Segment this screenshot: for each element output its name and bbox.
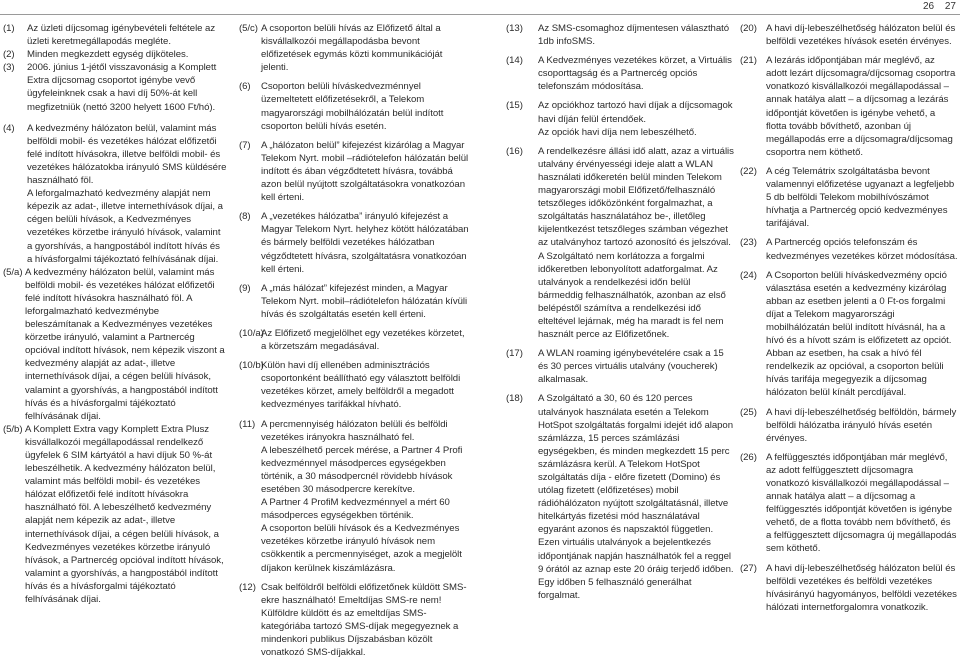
footnote-text: Az Előfizető megjelölhet egy vezetékes körzetet, a körzetszám megadásával.	[261, 327, 465, 353]
footnote-text: A csoporton belüli hívás az Előfizető által a kisvállalkozói megállapodásba bevont előfizetések egymás közti kommunikációját jelenti.	[261, 23, 443, 74]
footnote-25	[740, 406, 958, 445]
footnote-column-3	[506, 22, 734, 602]
footnote-number: (14)	[506, 55, 523, 67]
footnote-text: A kedvezmény hálózaton belül, valamint más belföldi mobil- és vezetékes hálózat előfizetői felé indított hívásokra, illetve belföldi mobil- és vezetékes hálózatokba irányuló SMS küldésére használható föl.	[27, 122, 227, 187]
footnote-number: (4)	[3, 122, 15, 134]
footnote-9	[239, 282, 469, 321]
footnote-15	[506, 99, 734, 138]
footnote-number: (21)	[740, 55, 757, 67]
footnote-4	[3, 122, 227, 266]
page-header	[0, 0, 960, 16]
footnote-text: Csoporton belüli híváskedvezménnyel üzemeltetett előfizetésekről, a Telekom magyarországi mobilhálózatán belül indított csoporton belüli hívás esetén.	[261, 81, 444, 132]
footnote-5a	[3, 266, 227, 423]
footnote-number: (7)	[239, 139, 251, 151]
footnote-text: Minden megkezdett egység díjköteles.	[27, 49, 189, 61]
footnote-text: A leforgalmazható kedvezmény alapját nem képezik az adat-, illetve internethívások díjai, a cégen belüli hívások, a Kedvezményes vezetékes körzetbe irányuló hívások, valamint a gyorshívás, a hangpostából indított hívás és a hívásforgalmi tájékoztató felhívásának díjai.	[27, 188, 223, 265]
footnote-3	[3, 61, 227, 113]
footnote-number: (10/a)	[239, 327, 264, 339]
footnote-24	[740, 269, 958, 400]
footnote-number: (3)	[3, 62, 15, 74]
footnote-14	[506, 54, 734, 93]
footnote-text: Az opciókhoz tartozó havi díjak a díjcsomagok havi díján felül értendőek.	[538, 100, 733, 125]
footnote-text: A rendelkezésre állási idő alatt, azaz a virtuális utalvány érvényességi ideje alatt a WLAN használati időkeretén belül minden Telekom magyarországi mobil Előfizető/felhasználó tetszőleges időközönként forgalmazhat, a szolgáltatás használatához be-, illetőleg kijelentkezést tetszőleges számban végezhet az utalványhoz tartozó azonosító és jelszóval. A Szolgáltató nem korlátozza a forgalmi időkeretben lebonyolított adatforgalmat. Az utalványok a rendelkezési időn belül bármeddig felhasználhatók, azonban az első belépéstől számítva a rendelkezési idő elteltével lejárnak, még ha maradt is fel nem használt perce az Előfizetőnek.	[538, 145, 734, 341]
footnote-number: (23)	[740, 237, 757, 249]
footnote-text: A Partner 4 ProfiM kedvezménnyel a mért 60 másodperces egységekben történik.	[261, 497, 450, 522]
footnote-text: Ezen virtuális utalványok a bejelentkezés időpontjának napján használhatók fel a reggel 9 órától az aznap este 20 óráig terjedő időben. Egy időben 5 felhasználó generálhat forgalmat.	[538, 537, 734, 601]
footnote-text: Külön havi díj ellenében adminisztrációs csoportonként beállítható egy választott belföldi vezetékes körzet, amely belföldről a megadott kedvezményes tarifákkal hívható.	[261, 360, 461, 411]
footnote-text: A csoporton belüli hívások és a Kedvezményes vezetékes körzetbe irányuló hívások nem csökkentik a percmennyiséget, azok a megjelölt díjakon kerülnek kiszámlázásra.	[261, 523, 462, 574]
page-number-right: 27	[944, 1, 956, 12]
footnote-10b	[239, 359, 469, 411]
footnote-text: A havi díj-lebeszélhetőség belföldön, bármely belföldi hálózatba irányuló hívás esetén érvényes.	[766, 406, 957, 444]
footnote-text: A kedvezmény hálózaton belül, valamint más belföldi mobil- és vezetékes hálózat előfizetői felé indított hívásokra használható föl. A leforgalmazható kedvezménybe beleszámítanak a Kedvezményes vezetékes körzetbe irányuló, valamint a Partnercég opcióval indított hívások, nem képezik viszont a kedvezmény alapját az adat-, illetve internethívások díjai, a cégen belüli hívások, valamint a gyorshívás, a hangpostából indított hívás és a hívásforgalmi tájékoztató felhívásának díjai.	[25, 266, 225, 422]
footnote-number: (25)	[740, 406, 757, 418]
footnote-27	[740, 562, 958, 614]
footnote-23	[740, 236, 958, 262]
footnote-text: A havi díj-lebeszélhetőség hálózaton belül és belföldi vezetékes hívások esetén érvényes.	[766, 23, 956, 48]
footnote-number: (15)	[506, 100, 523, 112]
footnote-number: (10/b)	[239, 360, 264, 372]
footnote-10a	[239, 327, 469, 353]
footnote-number: (5/b)	[3, 423, 23, 435]
footnote-text: Csak belföldről belföldi előfizetőnek küldött SMS-ekre használható! Emeltdíjas SMS-re nem! Külföldre küldött és az emeltdíjas SMS-kategóriába tartozó SMS-díjak megegyeznek a mindenkori publikus Díjszabásban közölt vonatkozó SMS-díjakkal.	[261, 581, 467, 659]
footnote-number: (20)	[740, 23, 757, 34]
footnote-number: (11)	[239, 418, 256, 430]
footnote-number: (8)	[239, 211, 251, 223]
footnote-number: (26)	[740, 451, 757, 463]
footnote-12	[239, 581, 469, 660]
footnote-text: A Csoporton belüli híváskedvezmény opció választása esetén a kedvezmény kizárólag abban az esetben jelenti a 0 Ft-os forgalmi díjat a Telekom magyarországi mobilhálózatán belül indított hívásnál, ha a hívó és a hívott szám is előfizetett az opciót. Abban az esetben, ha csak a hívó fél rendelkezik az opcióval, a csoporton belüli hívás tarifája megegyezik a díjcsomag hálózaton belül kínált percdíjával.	[766, 269, 952, 399]
footnote-number: (5/a)	[3, 266, 23, 278]
footnote-text: A „vezetékes hálózatba” irányuló kifejezést a Magyar Telekom Nyrt. helyhez kötött hálózatában és bármely belföldi vezetékes hálózatban végződtetett hívásra, szolgáltatásra vonatkozóan kell érteni.	[261, 211, 469, 275]
footnote-column-1	[3, 22, 227, 606]
footnote-text: A felfüggesztés időpontjában már meglévő, az adott felfüggesztett díjcsomagra vonatkozó kisvállalkozói megállapodással – annak hatálya alatt – a díjcsomag a felfüggesztés időpontját követően is igénybe vehető, de a flotta tovább nem bővíthető, és a felfüggesztett díjcsomagra új megállapodás sem köthető.	[766, 451, 957, 555]
header-divider	[0, 14, 960, 15]
footnote-number: (1)	[3, 23, 15, 34]
footnote-number: (13)	[506, 23, 523, 34]
page-numbers	[923, 0, 956, 14]
footnote-number: (5/c)	[239, 23, 258, 34]
footnote-number: (22)	[740, 165, 757, 177]
footnote-text: A Komplett Extra vagy Komplett Extra Plusz kisvállalkozói megállapodással rendelkező ügyfelek 6 SIM kártyától a havi díjuk 50 %-át lebeszélhetik. A kedvezmény hálózaton belül, valamint más belföldi mobil- és vezetékes hálózat előfizetői felé indított hívásokra használható föl. A lebeszélhető kedvezmény alapját nem képezik az adat-, illetve internethívások díjai, a cégen belüli hívások, a Kedvezményes vezetékes körzetbe irányuló hívások, a Partnercég opcióval indított hívások, valamint a gyorshívás, a hangpostából indított hívás és a hívásforgalmi tájékoztató felhívásának díjai.	[25, 423, 224, 606]
footnote-7	[239, 139, 469, 204]
footnote-text: A „hálózaton belül” kifejezést kizárólag a Magyar Telekom Nyrt. mobil –rádiótelefon hálózatán belül indított és ában végződtetett hívásra, továbbá azon belül nyújtott szolgáltatásokra vonatkozóan kell érteni.	[261, 139, 469, 204]
footnote-number: (2)	[3, 49, 15, 61]
footnote-21	[740, 54, 958, 159]
footnote-number: (24)	[740, 269, 757, 281]
footnote-26	[740, 451, 958, 556]
footnote-text: Az opciók havi díja nem lebeszélhető.	[538, 126, 697, 138]
footnote-22	[740, 165, 958, 230]
footnote-text: A cég Telemátrix szolgáltatásba bevont valamennyi előfizetése ugyanazt a legfeljebb 5 db belföldi Telekom mobilhívószámot hívhatja a Partnercég opció kedvezményes tarifájával.	[766, 165, 955, 230]
footnote-2	[3, 48, 227, 61]
footnote-column-4	[740, 22, 958, 614]
footnote-number: (12)	[239, 581, 256, 593]
footnote-text: 2006. június 1-jétől visszavonásig a Komplett Extra díjcsomag csoportot igénybe vevő ügyfeleinknek csak a havi díj 50%-át kell megfizetniük (nettó 3200 helyett 1600 Ft/hó).	[27, 62, 217, 113]
footnotes-columns	[0, 22, 960, 666]
footnote-text: A „más hálózat” kifejezést minden, a Magyar Telekom Nyrt. mobil–rádiótelefon hálózatán kívüli hívás és szolgáltatás esetén kell érteni.	[261, 282, 468, 320]
footnote-13	[506, 22, 734, 48]
footnote-text: A WLAN roaming igénybevételére csak a 15 és 30 perces virtuális utalvány (voucherek) alkalmasak.	[538, 348, 724, 386]
footnote-1	[3, 22, 227, 48]
page-number-left: 26	[922, 1, 935, 12]
footnote-number: (9)	[239, 282, 251, 294]
footnote-number: (17)	[506, 348, 523, 360]
footnote-20	[740, 22, 958, 48]
footnote-text: A lezárás időpontjában már meglévő, az adott lezárt díjcsomagra/díjcsomag csoportra vonatkozó kisvállalkozói megállapodással – annak hatálya alatt – a díjcsomag a lezárás időpontját követően is igénybe vehető, a flotta tovább bővíthető, azonban új megállapodás erre a díjcsomagra/díjcsomag csoportra nem köthető.	[766, 55, 956, 158]
footnote-6	[239, 80, 469, 132]
footnote-text: A percmennyiség hálózaton belüli és belföldi vezetékes irányokra használható fel.	[261, 418, 448, 443]
footnote-text: A Szolgáltató a 30, 60 és 120 perces utalványok használata esetén a Telekom HotSpot szolgáltatás forgalmi idejét idő alapon számlázza, 15 perces számlázási egységekben, és minden megkezdett 15 perc számlázásra kerül. A Telekom HotSpot szolgáltatás díja - előre fizetett (Domino) és utólag fizetett (előfizetéses) mobil rádióhálózaton nyújtott szolgáltatásnál, illetve hitelkártyás fizetési mód használatával egyaránt azonos és napszaktól független.	[538, 393, 733, 536]
footnote-text: A Kedvezményes vezetékes körzet, a Virtuális csoporttagság és a Partnercég opciós telefonszám módosítása.	[538, 55, 732, 93]
footnote-11	[239, 418, 469, 575]
footnote-8	[239, 210, 469, 275]
footnote-number: (18)	[506, 393, 523, 405]
footnote-16	[506, 145, 734, 341]
footnote-18	[506, 392, 734, 602]
footnote-5c	[239, 22, 469, 74]
footnote-text: A havi díj-lebeszélhetőség hálózaton belül és belföldi vezetékes és belföldi vezetékes hívásirányú hagyományos, belföldi vezetékes hálózati internetforgalomra vonatkozik.	[766, 562, 957, 613]
footnote-text: A Partnercég opciós telefonszám és kedvezményes vezetékes körzet módosítása.	[766, 237, 958, 262]
footnote-text: Az SMS-csomaghoz díjmentesen választható 1db infoSMS.	[538, 23, 730, 48]
footnote-17	[506, 347, 734, 386]
footnote-column-2	[239, 22, 469, 659]
footnote-text: A lebeszélhető percek mérése, a Partner 4 Profi kedvezménnyel másodperces egységekben történik, a 30 másodpercnél rövidebb hívások esetében 30 másodpercre kerekítve.	[261, 444, 463, 495]
footnote-number: (27)	[740, 562, 757, 574]
footnote-text: Az üzleti díjcsomag igénybevételi feltétele az üzleti keretmegállapodás megléte.	[27, 23, 216, 48]
footnote-number: (16)	[506, 145, 523, 157]
footnote-number: (6)	[239, 81, 251, 93]
footnote-5b	[3, 423, 227, 606]
